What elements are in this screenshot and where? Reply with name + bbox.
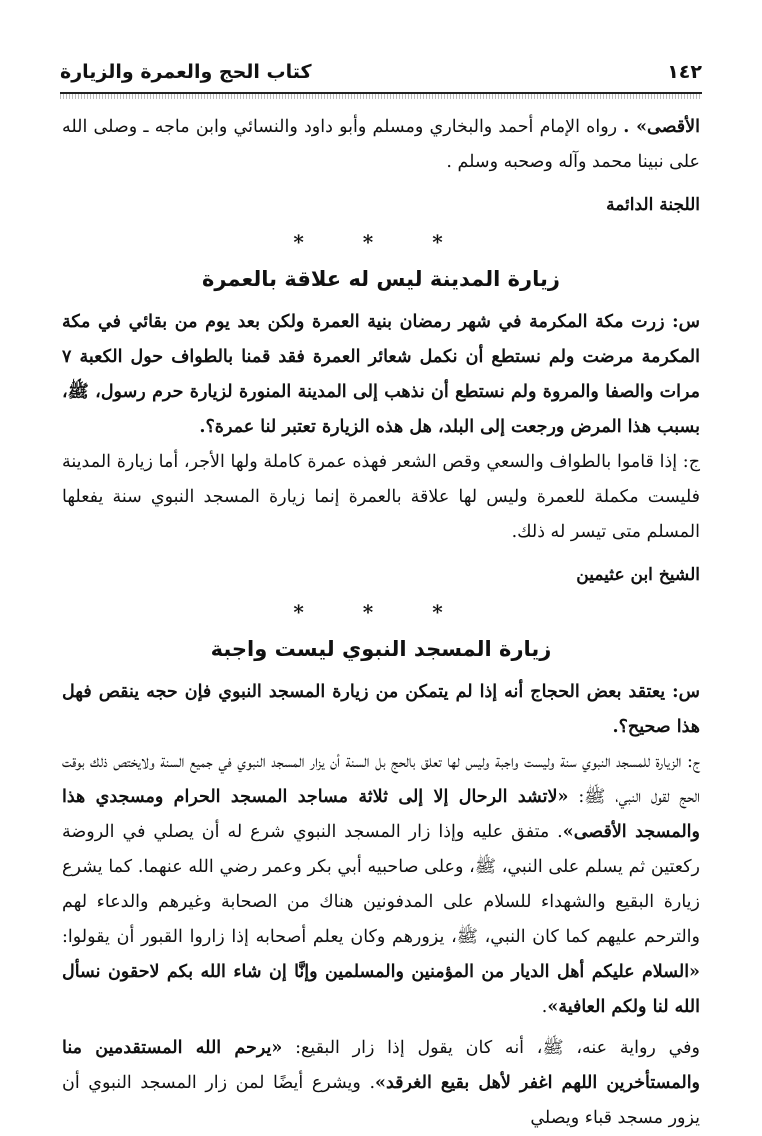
answer-text: . bbox=[541, 997, 548, 1017]
answer-text: . متفق عليه وإذا زار المسجد النبوي شرع له أن يصلي في الروضة ركعتين ثم يسلم على النبي، ﷺ، وعلى صاحبيه أبي بكر وعمر رضي الله عنهما. كما يشرع زيارة البقيع والشهداء للسلام على المدفونين هناك من الصحابة وغيرهم والدعاء لهم والترحم عليهم كما كان النبي، ﷺ، يزورهم وكان يعلم أصحابه إذا زاروا القبور أن يقولوا: bbox=[62, 822, 700, 947]
answer-1: ج: إذا قاموا بالطواف والسعي وقص الشعر فهذه عمرة كاملة ولها الأجر، أما زيارة المدينة فليست مكملة للعمرة وليس لها علاقة بالعمرة إنما زيارة المسجد النبوي سنة يفعلها المسلم متى تيسر له ذلك. bbox=[62, 452, 700, 542]
answer-text: . ويشرع أيضًا لمن زار المسجد النبوي أن يزور مسجد قباء ويصلي bbox=[62, 1073, 700, 1128]
page-body bbox=[62, 110, 700, 1136]
question-2: س: يعتقد بعض الحجاج أنه إذا لم يتمكن من زيارة المسجد النبوي فإن حجه ينقص فهل هذا صحيح؟. bbox=[62, 682, 700, 737]
running-title: كتاب الحج والعمرة والزيارة bbox=[60, 61, 312, 83]
answer-text: وفي رواية عنه، ﷺ، أنه كان يقول إذا زار البقيع: bbox=[282, 1038, 701, 1058]
hadith-quote: «السلام عليكم أهل الديار من المؤمنين والمسلمين وإنَّا إن شاء الله بكم لاحقون نسأل الله لنا ولكم العافية» bbox=[62, 962, 700, 1017]
question-1: س: زرت مكة المكرمة في شهر رمضان بنية العمرة ولكن بعد يوم من بقائي في مكة المكرمة مرضت ولم نستطع أن نكمل شعائر العمرة فقد قمنا بالطواف حول الكعبة ٧ مرات والصفا والمروة ولم نستطع أن نذهب إلى المدينة المنورة لزيارة حرم رسول، ﷺ، بسبب هذا المرض ورجعت إلى البلد، هل هذه الزيارة تعتبر لنا عمرة؟. bbox=[62, 312, 700, 437]
page-header bbox=[60, 56, 702, 88]
answer-text: ج: الزيارة للمسجد النبوي سنة وليست واجبة وليس لها تعلق بالحج بل السنة أن يزار المسجد النبوي في جميع السنة ولايختص ذلك بوقت الحج لقول النبي، ﷺ: bbox=[62, 752, 700, 807]
header-divider bbox=[60, 92, 702, 99]
answer-2-paragraph-1 bbox=[62, 745, 700, 1025]
hadith-quote: «لاتشد الرحال إلا إلى ثلاثة مساجد المسجد الحرام ومسجدي هذا والمسجد الأقصى» bbox=[62, 787, 700, 842]
section-divider: * * * bbox=[293, 600, 469, 624]
section-divider: * * * bbox=[293, 230, 469, 254]
page-number: ١٤٢ bbox=[667, 61, 702, 83]
continuation-paragraph bbox=[62, 110, 700, 180]
section-title-2: زيارة المسجد النبوي ليست واجبة bbox=[210, 637, 552, 661]
narration-text: رواه الإمام أحمد والبخاري ومسلم وأبو داود والنسائي وابن ماجه ـ وصلى الله على نبينا محمد وآله وصحبه وسلم . bbox=[62, 117, 700, 172]
answer-2-paragraph-2 bbox=[62, 1031, 700, 1136]
section-title-1: زيارة المدينة ليس له علاقة بالعمرة bbox=[202, 267, 560, 291]
signature-committee: اللجنة الدائمة bbox=[606, 195, 700, 215]
signature-sheikh: الشيخ ابن عثيمين bbox=[576, 565, 700, 585]
hadith-quote: «يرحم الله المستقدمين منا والمستأخرين اللهم اغفر لأهل بقيع الغرقد» bbox=[62, 1038, 701, 1093]
hadith-end: الأقصى» . bbox=[623, 117, 700, 137]
